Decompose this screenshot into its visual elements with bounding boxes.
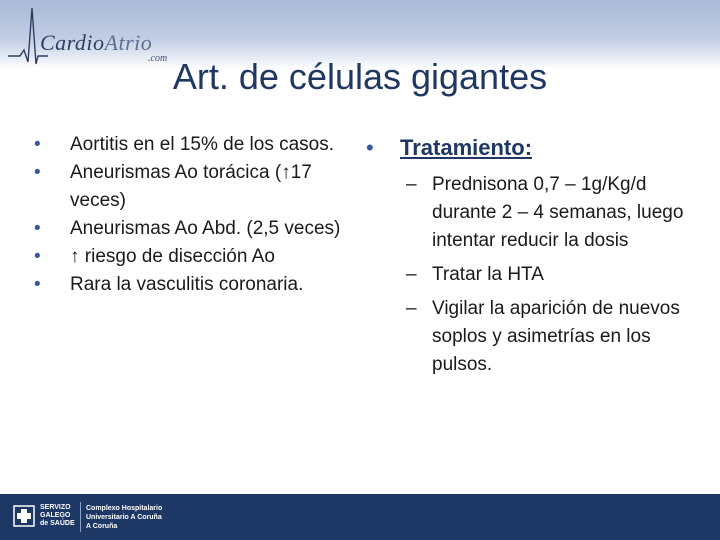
logo-word-cardio: Cardio — [40, 30, 105, 55]
left-column — [28, 131, 348, 299]
treatment-heading — [366, 133, 696, 163]
logo-word-atrio: Atrio — [104, 30, 153, 55]
dash-icon: – — [406, 264, 417, 285]
sergas-text — [40, 504, 75, 528]
list-item — [366, 295, 696, 379]
left-bullet-list — [28, 131, 348, 299]
sergas-line: GALEGO — [40, 512, 71, 519]
sergas-cross-icon — [12, 504, 36, 528]
bullet-text: Aortitis en el 15% de los casos. — [70, 134, 335, 155]
treatment-list — [366, 171, 696, 379]
treatment-item-text: Tratar la HTA — [432, 264, 544, 285]
hospital-line: Complexo Hospitalario — [86, 505, 163, 512]
bullet-icon: • — [366, 135, 374, 160]
footer-bar — [0, 494, 720, 540]
treatment-item-text: Prednisona 0,7 – 1g/Kg/d durante 2 – 4 semanas, luego intentar reducir la dosis — [432, 174, 684, 251]
right-column — [366, 133, 696, 385]
list-item — [28, 131, 348, 159]
hospital-line: A Coruña — [86, 523, 118, 530]
list-item — [366, 261, 696, 289]
dash-icon: – — [406, 298, 417, 319]
list-item — [28, 243, 348, 271]
treatment-heading-text: Tratamiento: — [400, 135, 533, 160]
bullet-text: Aneurismas Ao torácica (↑17 veces) — [70, 162, 312, 211]
dash-icon: – — [406, 174, 417, 195]
bullet-text: Aneurismas Ao Abd. (2,5 veces) — [70, 218, 341, 239]
list-item — [28, 271, 348, 299]
hospital-text — [86, 504, 162, 531]
list-item — [366, 171, 696, 255]
logo-text — [40, 30, 152, 56]
bullet-text: ↑ riesgo de disección Ao — [70, 246, 275, 267]
footer-divider — [80, 502, 81, 532]
bullet-icon: • — [34, 134, 41, 155]
treatment-item-text: Vigilar la aparición de nuevos soplos y asimetrías en los pulsos. — [432, 298, 680, 375]
list-item — [28, 215, 348, 243]
bullet-text: Rara la vasculitis coronaria. — [70, 274, 304, 295]
bullet-icon: • — [34, 274, 41, 295]
sergas-line: SERVIZO — [40, 504, 71, 511]
logo-suffix: .com — [148, 53, 168, 64]
list-item — [28, 159, 348, 215]
bullet-icon: • — [34, 162, 41, 183]
hospital-line: Universitario A Coruña — [86, 514, 162, 521]
bullet-icon: • — [34, 218, 41, 239]
bullet-icon: • — [34, 246, 41, 267]
slide-title: Art. de células gigantes — [172, 56, 548, 97]
sergas-line: de SAÚDE — [40, 520, 75, 527]
